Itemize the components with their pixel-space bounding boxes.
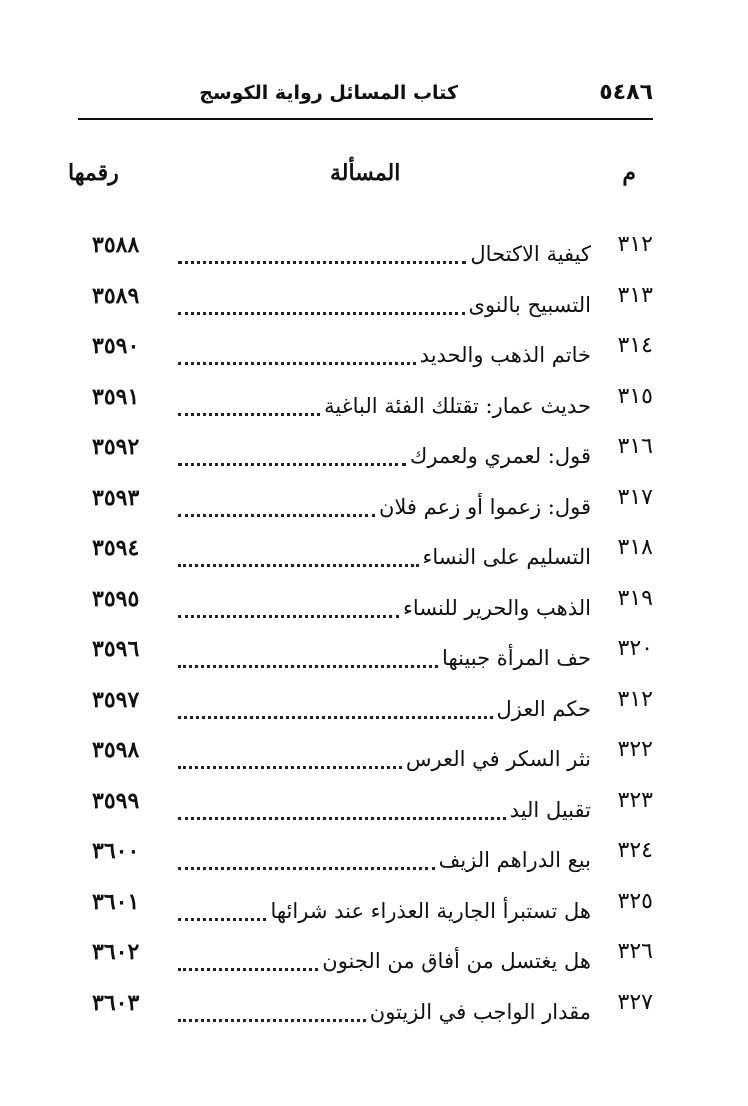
entry: [178, 937, 591, 977]
dot-leader: [178, 1019, 366, 1022]
dot-leader: [178, 514, 375, 517]
entry-title: حكم العزل: [496, 697, 591, 721]
page-number: ٥٤٨٦: [599, 80, 653, 105]
entry: [178, 382, 591, 422]
dot-leader: [178, 362, 416, 365]
entry: [178, 230, 591, 270]
row-number: ٣١٤: [617, 333, 653, 358]
row-number: ٣١٣: [617, 283, 653, 308]
entry-reference: ٣٥٩٧: [92, 687, 140, 713]
entry: [178, 281, 591, 321]
table-row: [0, 832, 748, 882]
entry: [178, 988, 591, 1028]
entry: [178, 634, 591, 674]
column-header-number: م: [622, 160, 636, 186]
entry-reference: ٣٥٩٨: [92, 737, 140, 763]
row-number: ٣١٧: [617, 485, 653, 510]
column-header-title: المسألة: [330, 160, 401, 186]
entry-reference: ٣٦٠٢: [92, 939, 140, 965]
entry-title: حديث عمار: تقتلك الفئة الباغية: [324, 394, 591, 418]
table-row: [0, 933, 748, 983]
dot-leader: [178, 413, 320, 416]
table-row: [0, 984, 748, 1034]
row-number: ٣٢٣: [617, 788, 653, 813]
table-row: [0, 428, 748, 478]
header-rule: [78, 118, 653, 120]
table-row: [0, 327, 748, 377]
entry-reference: ٣٦٠١: [92, 889, 140, 915]
entry-title: قول: زعموا أو زعم فلان: [378, 495, 591, 519]
dot-leader: [178, 817, 506, 820]
row-number: ٣١٨: [617, 535, 653, 560]
dot-leader: [178, 615, 399, 618]
table-row: [0, 782, 748, 832]
dot-leader: [178, 766, 402, 769]
entry-reference: ٣٥٩١: [92, 384, 140, 410]
column-header-reference: رقمها: [68, 160, 119, 186]
entry-reference: ٣٥٩٢: [92, 434, 140, 460]
dot-leader: [178, 968, 318, 971]
entry-title: التسليم على النساء: [422, 545, 591, 569]
row-number: ٣٢٥: [617, 889, 653, 914]
table-row: [0, 580, 748, 630]
entry-reference: ٣٥٩٠: [92, 333, 140, 359]
entry-reference: ٣٦٠٠: [92, 838, 140, 864]
dot-leader: [178, 665, 438, 668]
entry-reference: ٣٥٩٤: [92, 535, 140, 561]
entry-reference: ٣٥٩٩: [92, 788, 140, 814]
table-row: [0, 277, 748, 327]
entry: [178, 483, 591, 523]
row-number: ٣٢٧: [617, 990, 653, 1015]
running-head: [78, 80, 653, 110]
dot-leader: [178, 716, 493, 719]
entry-reference: ٣٥٩٣: [92, 485, 140, 511]
entry: [178, 685, 591, 725]
entry-title: هل تستبرأ الجارية العذراء عند شرائها: [270, 899, 591, 923]
entry-reference: ٣٥٨٨: [92, 232, 140, 258]
entry-title: كيفية الاكتحال: [470, 242, 591, 266]
table-row: [0, 630, 748, 680]
row-number: ٣١٩: [617, 586, 653, 611]
table-row: [0, 681, 748, 731]
entry-title: تقبيل اليد: [509, 798, 591, 822]
row-number: ٣٢٢: [617, 737, 653, 762]
entry-title: نثر السكر في العرس: [405, 747, 591, 771]
row-number: ٣١٥: [617, 384, 653, 409]
entry: [178, 887, 591, 927]
dot-leader: [178, 463, 406, 466]
entry: [178, 432, 591, 472]
entry: [178, 836, 591, 876]
entry-title: الذهب والحرير للنساء: [403, 596, 591, 620]
row-number: ٣١٢: [617, 687, 653, 712]
entry: [178, 331, 591, 371]
entry: [178, 735, 591, 775]
dot-leader: [178, 261, 466, 264]
entry: [178, 786, 591, 826]
table-row: [0, 378, 748, 428]
entry-title: هل يغتسل من أفاق من الجنون: [322, 949, 591, 973]
entry-reference: ٣٥٩٦: [92, 636, 140, 662]
row-number: ٣١٢: [617, 232, 653, 257]
row-number: ٣١٦: [617, 434, 653, 459]
entry-reference: ٣٥٨٩: [92, 283, 140, 309]
entry-reference: ٣٦٠٣: [92, 990, 140, 1016]
entry-title: مقدار الواجب في الزيتون: [369, 1000, 591, 1024]
dot-leader: [178, 564, 419, 567]
dot-leader: [178, 312, 465, 315]
table-row: [0, 883, 748, 933]
entry: [178, 584, 591, 624]
row-number: ٣٢٠: [617, 636, 653, 661]
entry-title: قول: لعمري ولعمرك: [410, 444, 591, 468]
row-number: ٣٢٦: [617, 939, 653, 964]
dot-leader: [178, 918, 266, 921]
table-row: [0, 226, 748, 276]
entry: [178, 533, 591, 573]
entry-title: بيع الدراهم الزيف: [438, 848, 591, 872]
book-title: كتاب المسائل رواية الكوسج: [199, 82, 458, 104]
table-row: [0, 479, 748, 529]
entry-title: حف المرأة جبينها: [442, 646, 591, 670]
table-row: [0, 529, 748, 579]
row-number: ٣٢٤: [617, 838, 653, 863]
entry-title: التسبيح بالنوى: [468, 293, 591, 317]
entry-title: خاتم الذهب والحديد: [419, 343, 591, 367]
dot-leader: [178, 867, 435, 870]
table-row: [0, 731, 748, 781]
entry-reference: ٣٥٩٥: [92, 586, 140, 612]
